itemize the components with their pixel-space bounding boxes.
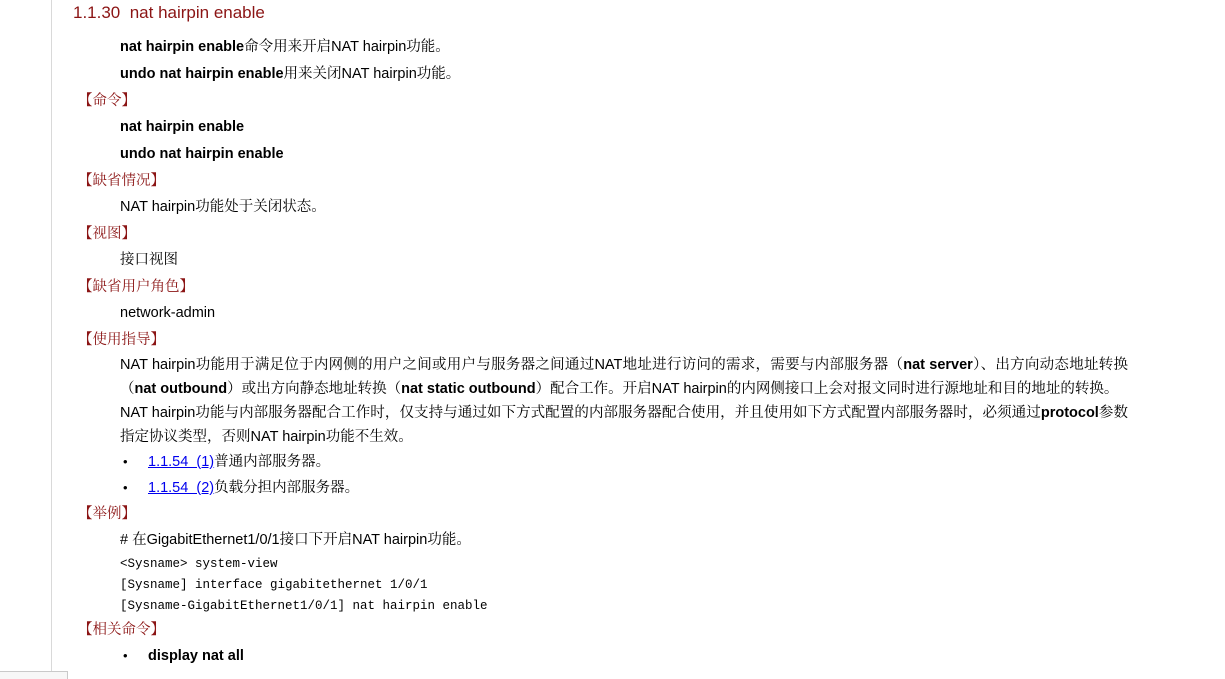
- command-keyword: nat static outbound: [401, 381, 536, 397]
- intro-line: [120, 34, 1225, 61]
- command-syntax: undo nat hairpin enable: [120, 146, 284, 162]
- paragraph-text: ）或出方向静态地址转换（: [227, 381, 402, 397]
- code-line: [Sysname-GigabitEthernet1/0/1] nat hairpin enable: [120, 599, 488, 613]
- section-title-view: 【视图】: [78, 226, 136, 242]
- list-item: [123, 643, 1225, 669]
- section-title-command: 【命令】: [78, 93, 136, 109]
- section-title-related-commands: 【相关命令】: [78, 622, 165, 638]
- paragraph-text: ）、出方向动态地址转换（: [120, 357, 1128, 397]
- intro-text: 命令用来开启NAT hairpin功能。: [244, 39, 450, 55]
- list-item: [123, 449, 1225, 475]
- usage-guide-paragraph: [120, 353, 1128, 401]
- intro-text: 用来关闭NAT hairpin功能。: [283, 66, 461, 82]
- paragraph-text: ）配合工作。开启NAT hairpin的内网侧接口上会对报文同时进行源地址和目的地址的转换。: [535, 381, 1119, 397]
- bullet-icon: [123, 449, 148, 475]
- intro-line: [120, 61, 1225, 88]
- related-command-name: display nat all: [148, 648, 244, 664]
- code-line: [Sysname] interface gigabitethernet 1/0/1: [120, 578, 428, 592]
- list-item: [123, 475, 1225, 501]
- list-item-text: 负载分担内部服务器。: [214, 480, 360, 496]
- user-role-text: network-admin: [120, 305, 216, 321]
- code-line: <Sysname> system-view: [120, 557, 278, 571]
- list-item-text: 普通内部服务器。: [214, 454, 331, 470]
- bullet-icon: [123, 643, 148, 669]
- paragraph-text: 参数指定协议类型，否则NAT hairpin功能不生效。: [120, 405, 1128, 445]
- default-state-text: NAT hairpin功能处于关闭状态。: [120, 199, 326, 215]
- section-title-example: 【举例】: [78, 506, 136, 522]
- paragraph-text: NAT hairpin功能与内部服务器配合工作时，仅支持与通过如下方式配置的内部服务器配合使用，并且使用如下方式配置内部服务器时，必须通过: [120, 405, 1041, 421]
- example-description: # 在GigabitEthernet1/0/1接口下开启NAT hairpin功能。: [120, 532, 471, 548]
- bullet-icon: [123, 475, 148, 501]
- command-keyword: nat outbound: [134, 381, 228, 397]
- view-text: 接口视图: [120, 252, 178, 268]
- section-title-default: 【缺省情况】: [78, 173, 165, 189]
- command-keyword: protocol: [1040, 405, 1099, 421]
- command-name: undo nat hairpin enable: [120, 66, 284, 82]
- command-keyword: nat server: [903, 357, 973, 373]
- command-name: nat hairpin enable: [120, 39, 245, 55]
- page-title: 1.1.30 nat hairpin enable: [73, 3, 265, 22]
- usage-guide-paragraph: [120, 401, 1128, 449]
- paragraph-text: NAT hairpin功能用于满足位于内网侧的用户之间或用户与服务器之间通过NAT地址进行访问的需求，需要与内部服务器（: [120, 357, 904, 373]
- statusbar-popup: [0, 671, 68, 679]
- section-title-user-role: 【缺省用户角色】: [78, 279, 194, 295]
- cross-reference-link[interactable]: 1.1.54 (1): [148, 454, 215, 470]
- command-syntax: nat hairpin enable: [120, 119, 245, 135]
- section-title-usage-guide: 【使用指导】: [78, 332, 165, 348]
- cross-reference-link[interactable]: 1.1.54 (2): [148, 480, 215, 496]
